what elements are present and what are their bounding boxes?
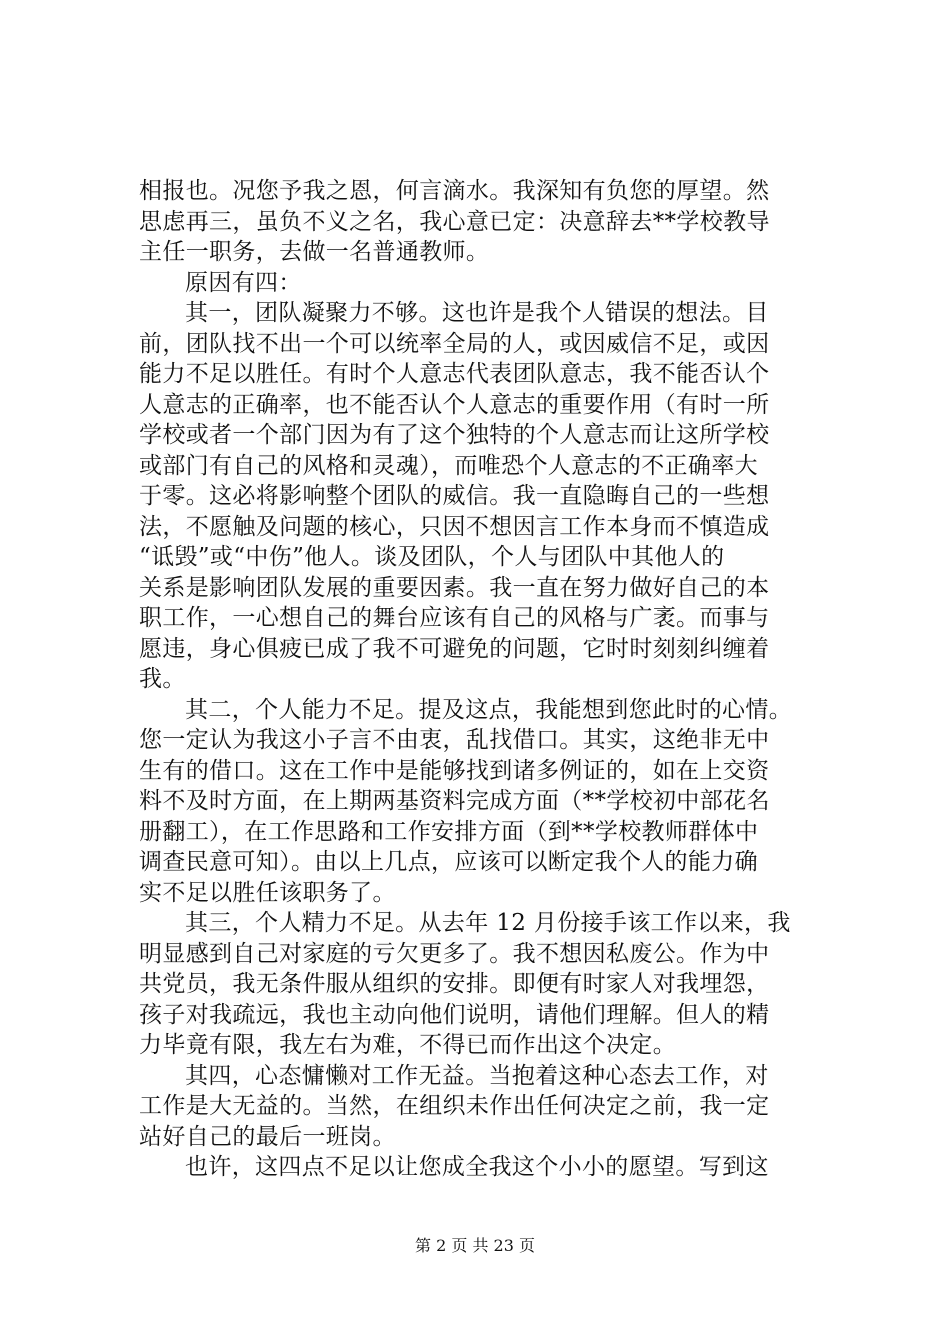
text-line: 我。 [139, 666, 186, 692]
text-line: 职工作，一心想自己的舞台应该有自己的风格与广袤。而事与 [139, 605, 770, 631]
page-footer: 第 2 页 共 23 页 [415, 1236, 535, 1255]
text-line: 册翻工），在工作思路和工作安排方面（到**学校教师群体中 [139, 818, 759, 845]
text-line: 前，团队找不出一个可以统率全局的人，或因威信不足，或因 [139, 330, 770, 357]
text-line: 您一定认为我这小子言不由衷，乱找借口。其实，这绝非无中 [139, 727, 770, 753]
text-line: 其一，团队凝聚力不够。这也许是我个人错误的想法。目 [185, 300, 769, 326]
text-line: 其三，个人精力不足。从去年 12 月份接手该工作以来，我 [185, 910, 791, 936]
text-line: 站好自己的最后一班岗。 [139, 1123, 396, 1150]
text-line: 法，不愿触及问题的核心，只因不想因言工作本身而不慎造成 [139, 513, 770, 540]
text-line: 于零。这必将影响整个团队的威信。我一直隐晦自己的一些想 [139, 483, 770, 509]
text-line: 其四，心态慵懒对工作无益。当抱着这种心态去工作，对 [185, 1062, 769, 1089]
text-line: 生有的借口。这在工作中是能够找到诸多例证的，如在上交资 [139, 757, 770, 784]
text-line: 其二，个人能力不足。提及这点，我能想到您此时的心情。 [185, 696, 793, 723]
text-line: 料不及时方面，在上期两基资料完成方面（**学校初中部花名 [139, 788, 770, 814]
text-line: 原因有四： [185, 269, 302, 296]
text-line: 人意志的正确率，也不能否认个人意志的重要作用（有时一所 [139, 391, 770, 418]
text-line: “诋毁”或“中伤”他人。谈及团队，个人与团队中其他人的 [139, 544, 725, 570]
text-line: 工作是大无益的。当然，在组织未作出任何决定之前，我一定 [139, 1093, 770, 1119]
text-line: 力毕竟有限，我左右为难，不得已而作出这个决定。 [139, 1032, 677, 1058]
text-line: 能力不足以胜任。有时个人意志代表团队意志，我不能否认个 [139, 361, 770, 387]
text-line: 思虑再三，虽负不义之名，我心意已定：决意辞去**学校教导 [139, 208, 770, 235]
text-line: 关系是影响团队发展的重要因素。我一直在努力做好自己的本 [139, 574, 770, 601]
text-line: 明显感到自己对家庭的亏欠更多了。我不想因私废公。作为中 [139, 940, 770, 967]
text-line: 学校或者一个部门因为有了这个独特的个人意志而让这所学校 [139, 422, 770, 448]
document-body [139, 176, 839, 1183]
text-line: 孩子对我疏远，我也主动向他们说明，请他们理解。但人的精 [139, 1001, 770, 1028]
text-line: 共党员，我无条件服从组织的安排。即便有时家人对我埋怨， [139, 971, 770, 997]
text-line: 相报也。况您予我之恩，何言滴水。我深知有负您的厚望。然 [139, 178, 770, 204]
text-line: 调查民意可知）。由以上几点，应该可以断定我个人的能力确 [139, 849, 758, 875]
text-line: 主任一职务，去做一名普通教师。 [139, 239, 490, 265]
text-line: 也许，这四点不足以让您成全我这个小小的愿望。写到这 [185, 1154, 769, 1180]
text-line: 愿违，身心俱疲已成了我不可避免的问题，它时时刻刻纠缠着 [139, 635, 770, 662]
text-line: 或部门有自己的风格和灵魂），而唯恐个人意志的不正确率大 [139, 452, 758, 479]
text-line: 实不足以胜任该职务了。 [139, 879, 396, 906]
